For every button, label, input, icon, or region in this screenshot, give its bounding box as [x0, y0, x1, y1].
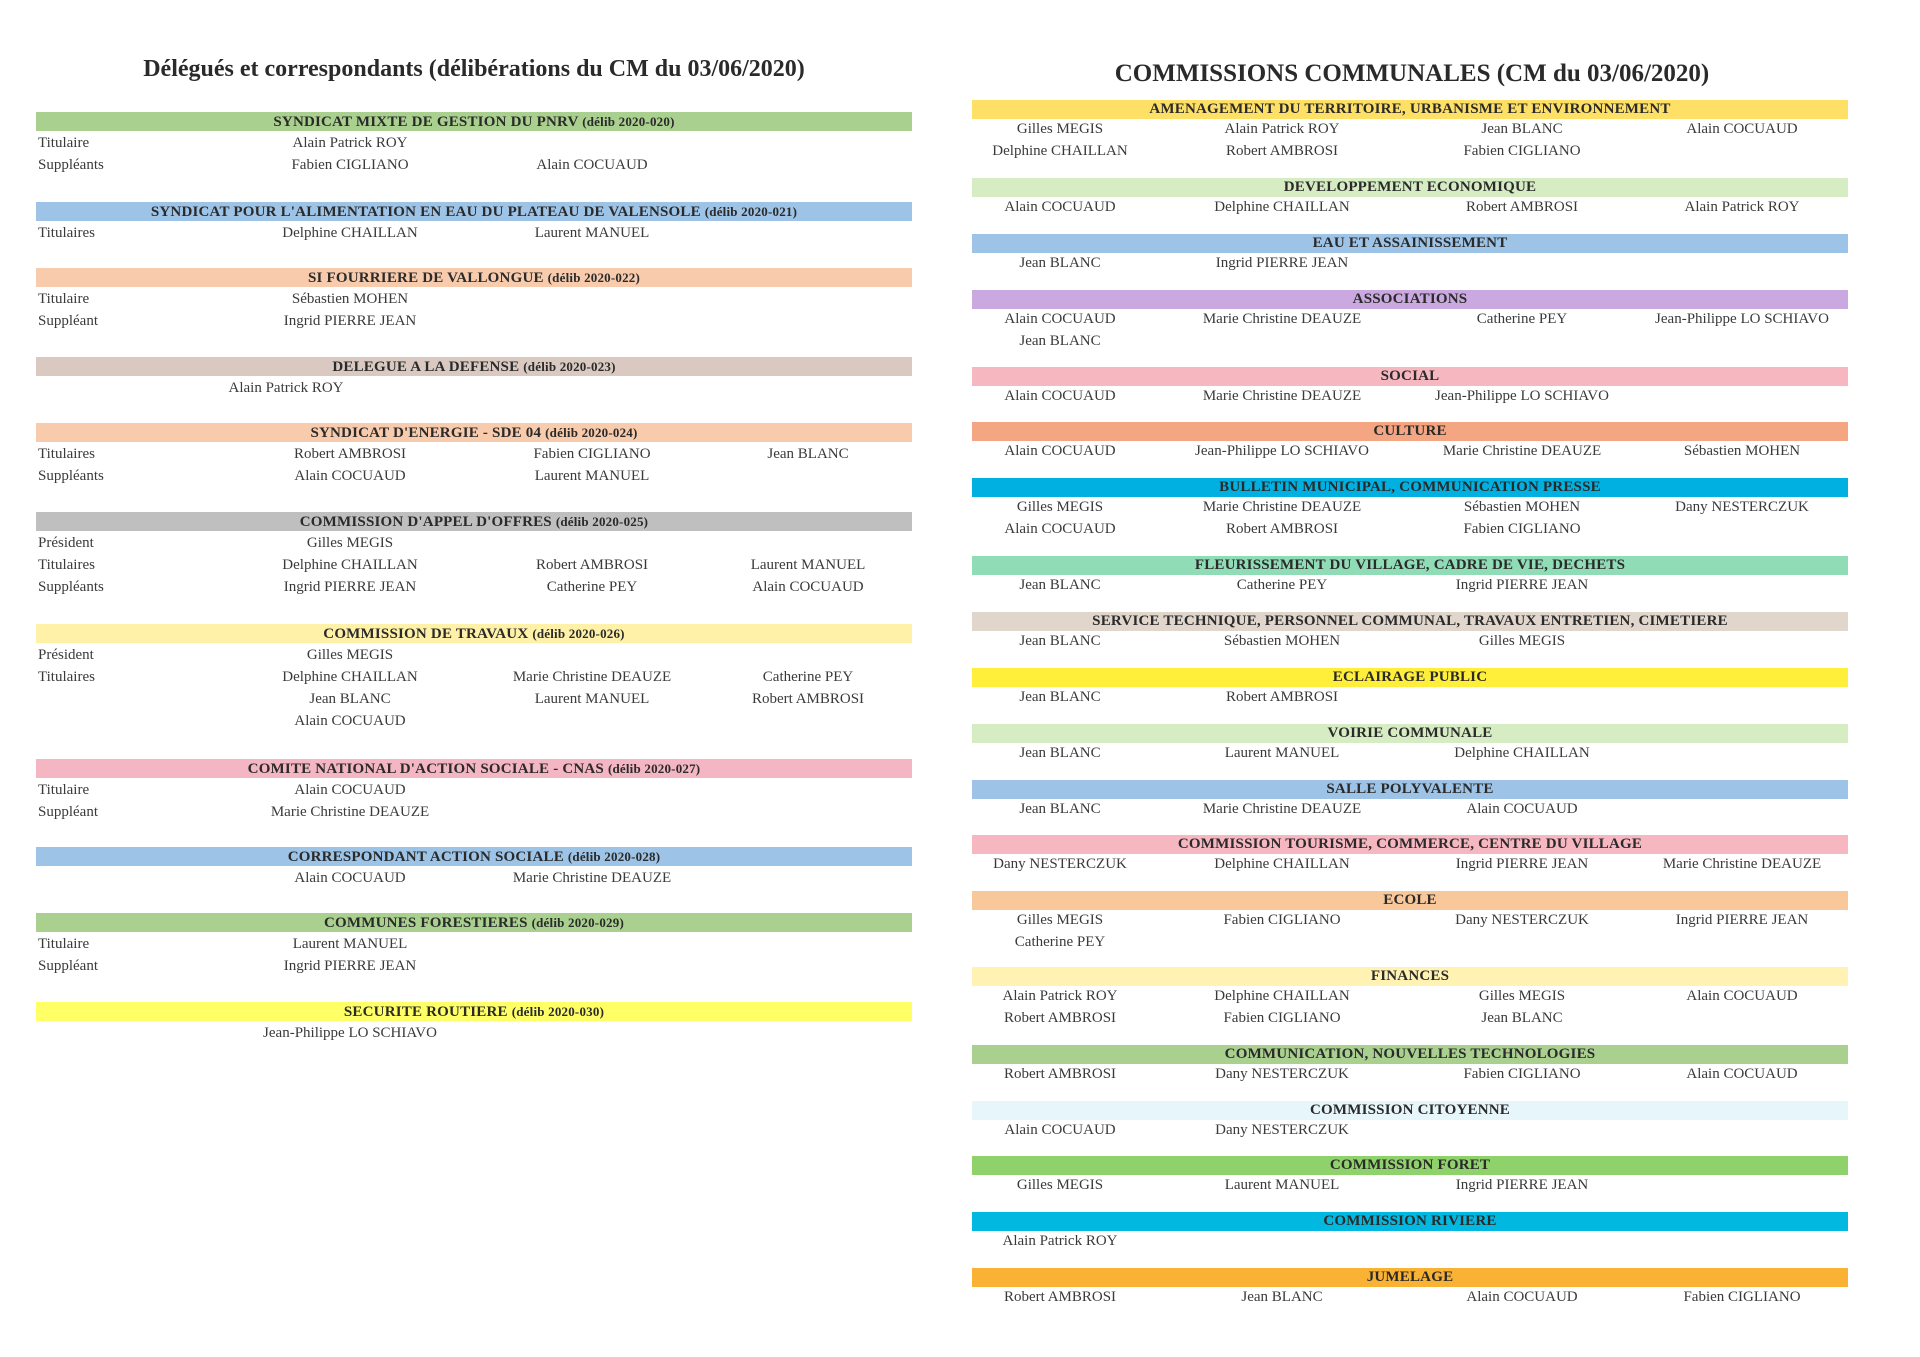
member-name: Jean BLANC [1019, 745, 1101, 761]
role-label: Président [38, 647, 94, 663]
member-name: Marie Christine DEAUZE [1202, 311, 1362, 327]
member-name: Delphine CHAILLAN [1214, 199, 1350, 215]
member-name: Jean-Philippe LO SCHIAVO [1655, 311, 1829, 327]
commission-bar: JUMELAGE [972, 1268, 1848, 1287]
member-name: Ingrid PIERRE JEAN [283, 313, 417, 329]
delib-reference: (délib 2020-030) [511, 1004, 605, 1019]
member-name: Fabien CIGLIANO [1463, 143, 1581, 159]
commission-bar: COMMISSION CITOYENNE [972, 1101, 1848, 1120]
role-label: Titulaires [38, 669, 95, 685]
member-name: Jean BLANC [1019, 333, 1101, 349]
role-label: Titulaire [38, 135, 90, 151]
delib-reference: (délib 2020-027) [607, 761, 701, 776]
commission-bar: SALLE POLYVALENTE [972, 780, 1848, 799]
member-name: Robert AMBROSI [1003, 1010, 1117, 1026]
member-name: Alain Patrick ROY [1224, 121, 1340, 137]
member-name: Marie Christine DEAUZE [270, 804, 430, 820]
member-name: Robert AMBROSI [1465, 199, 1579, 215]
commission-bar: FINANCES [972, 967, 1848, 986]
member-name: Gilles MEGIS [1016, 912, 1104, 928]
member-name: Alain COCUAUD [1004, 311, 1116, 327]
member-name: Laurent MANUEL [750, 557, 866, 573]
section-title: SI FOURRIERE DE VALLONGUE [307, 270, 544, 286]
role-label: Titulaire [38, 936, 90, 952]
left-section-bar [36, 357, 912, 376]
commission-bar: COMMISSION RIVIERE [972, 1212, 1848, 1231]
member-name: Alain Patrick ROY [292, 135, 408, 151]
left-section-bar [36, 512, 912, 531]
member-name: Alain COCUAUD [1004, 521, 1116, 537]
member-name: Jean BLANC [1481, 1010, 1563, 1026]
member-name: Sébastien MOHEN [291, 291, 409, 307]
member-name: Gilles MEGIS [1478, 988, 1566, 1004]
member-name: Dany NESTERCZUK [1215, 1122, 1349, 1138]
member-name: Alain COCUAUD [1466, 1289, 1578, 1305]
member-name: Alain COCUAUD [1004, 443, 1116, 459]
commission-bar: DEVELOPPEMENT ECONOMIQUE [972, 178, 1848, 197]
member-name: Alain COCUAUD [294, 713, 406, 729]
commission-bar: COMMISSION FORET [972, 1156, 1848, 1175]
left-section-bar [36, 202, 912, 221]
member-name: Dany NESTERCZUK [1215, 1066, 1349, 1082]
section-title: COMITE NATIONAL D'ACTION SOCIALE - CNAS [247, 761, 604, 777]
role-label: Titulaires [38, 225, 95, 241]
role-label: Suppléants [38, 157, 104, 173]
member-name: Laurent MANUEL [1224, 745, 1340, 761]
delib-reference: (délib 2020-025) [555, 514, 649, 529]
member-name: Jean BLANC [1019, 255, 1101, 271]
member-name: Laurent MANUEL [534, 468, 650, 484]
role-label: Suppléants [38, 468, 104, 484]
member-name: Marie Christine DEAUZE [1202, 388, 1362, 404]
member-name: Alain COCUAUD [1686, 1066, 1798, 1082]
member-name: Gilles MEGIS [306, 647, 394, 663]
member-name: Robert AMBROSI [1225, 689, 1339, 705]
member-name: Laurent MANUEL [1224, 1177, 1340, 1193]
member-name: Alain COCUAUD [752, 579, 864, 595]
member-name: Gilles MEGIS [1478, 633, 1566, 649]
commission-bar: BULLETIN MUNICIPAL, COMMUNICATION PRESSE [972, 478, 1848, 497]
member-name: Delphine CHAILLAN [282, 557, 418, 573]
commission-bar: COMMUNICATION, NOUVELLES TECHNOLOGIES [972, 1045, 1848, 1064]
delib-reference: (délib 2020-029) [531, 915, 624, 930]
role-label: Suppléant [38, 958, 98, 974]
commission-bar: COMMISSION TOURISME, COMMERCE, CENTRE DU VILLAGE [972, 835, 1848, 854]
delib-reference: (délib 2020-020) [582, 114, 675, 129]
member-name: Jean BLANC [309, 691, 391, 707]
commission-bar: ECLAIRAGE PUBLIC [972, 668, 1848, 687]
member-name: Fabien CIGLIANO [291, 157, 409, 173]
member-name: Alain COCUAUD [294, 782, 406, 798]
member-name: Fabien CIGLIANO [533, 446, 651, 462]
role-label: Titulaires [38, 446, 95, 462]
left-section-bar [36, 847, 912, 866]
role-label: Président [38, 535, 94, 551]
member-name: Robert AMBROSI [535, 557, 649, 573]
member-name: Ingrid PIERRE JEAN [1455, 856, 1589, 872]
left-section-bar [36, 913, 912, 932]
member-name: Ingrid PIERRE JEAN [1215, 255, 1349, 271]
member-name: Jean BLANC [1019, 689, 1101, 705]
member-name: Robert AMBROSI [1003, 1289, 1117, 1305]
delib-reference: (délib 2020-022) [547, 270, 641, 285]
delib-reference: (délib 2020-021) [704, 204, 798, 219]
member-name: Delphine CHAILLAN [1454, 745, 1590, 761]
delib-reference: (délib 2020-026) [532, 626, 625, 641]
member-name: Delphine CHAILLAN [282, 669, 418, 685]
section-title: CORRESPONDANT ACTION SOCIALE [287, 849, 564, 865]
member-name: Fabien CIGLIANO [1223, 912, 1341, 928]
left-section-bar [36, 759, 912, 778]
member-name: Ingrid PIERRE JEAN [1455, 1177, 1589, 1193]
member-name: Fabien CIGLIANO [1463, 1066, 1581, 1082]
member-name: Laurent MANUEL [292, 936, 408, 952]
member-name: Alain COCUAUD [1004, 199, 1116, 215]
member-name: Catherine PEY [546, 579, 638, 595]
member-name: Catherine PEY [1236, 577, 1328, 593]
commission-bar: SERVICE TECHNIQUE, PERSONNEL COMMUNAL, TRAVAUX ENTRETIEN, CIMETIERE [972, 612, 1848, 631]
left-section-bar [36, 268, 912, 287]
member-name: Fabien CIGLIANO [1683, 1289, 1801, 1305]
commission-bar: ASSOCIATIONS [972, 290, 1848, 309]
section-title: SYNDICAT D'ENERGIE - SDE 04 [310, 425, 542, 441]
section-title: DELEGUE A LA DEFENSE [332, 359, 520, 375]
member-name: Ingrid PIERRE JEAN [1455, 577, 1589, 593]
member-name: Alain COCUAUD [294, 468, 406, 484]
member-name: Gilles MEGIS [1016, 499, 1104, 515]
role-label: Titulaires [38, 557, 95, 573]
member-name: Alain COCUAUD [1004, 388, 1116, 404]
section-title: COMMISSION D'APPEL D'OFFRES [299, 514, 552, 530]
right-page-title: COMMISSIONS COMMUNALES (CM du 03/06/2020) [1114, 60, 1710, 87]
section-title: SYNDICAT POUR L'ALIMENTATION EN EAU DU PLATEAU DE VALENSOLE [150, 204, 701, 220]
member-name: Robert AMBROSI [751, 691, 865, 707]
member-name: Alain COCUAUD [536, 157, 648, 173]
member-name: Sébastien MOHEN [1683, 443, 1801, 459]
member-name: Alain COCUAUD [1004, 1122, 1116, 1138]
member-name: Alain Patrick ROY [228, 380, 344, 396]
member-name: Marie Christine DEAUZE [1662, 856, 1822, 872]
member-name: Ingrid PIERRE JEAN [283, 579, 417, 595]
role-label: Suppléants [38, 579, 104, 595]
member-name: Ingrid PIERRE JEAN [283, 958, 417, 974]
member-name: Alain COCUAUD [1686, 988, 1798, 1004]
section-title: SYNDICAT MIXTE DE GESTION DU PNRV [273, 114, 579, 130]
member-name: Dany NESTERCZUK [1675, 499, 1809, 515]
member-name: Jean BLANC [1019, 577, 1101, 593]
commission-bar: VOIRIE COMMUNALE [972, 724, 1848, 743]
delib-reference: (délib 2020-028) [567, 849, 661, 864]
left-section-bar [36, 423, 912, 442]
member-name: Dany NESTERCZUK [993, 856, 1127, 872]
commission-bar: CULTURE [972, 422, 1848, 441]
member-name: Catherine PEY [762, 669, 854, 685]
section-title: COMMISSION DE TRAVAUX [323, 626, 529, 642]
delib-reference: (délib 2020-024) [545, 425, 638, 440]
member-name: Laurent MANUEL [534, 691, 650, 707]
member-name: Alain Patrick ROY [1002, 1233, 1118, 1249]
section-title: SECURITE ROUTIERE [343, 1004, 508, 1020]
member-name: Delphine CHAILLAN [1214, 988, 1350, 1004]
member-name: Catherine PEY [1476, 311, 1568, 327]
member-name: Marie Christine DEAUZE [1202, 801, 1362, 817]
member-name: Jean BLANC [1241, 1289, 1323, 1305]
member-name: Marie Christine DEAUZE [512, 669, 672, 685]
member-name: Robert AMBROSI [1225, 521, 1339, 537]
left-section-bar [36, 112, 912, 131]
role-label: Titulaire [38, 291, 90, 307]
commission-bar: EAU ET ASSAINISSEMENT [972, 234, 1848, 253]
member-name: Sébastien MOHEN [1463, 499, 1581, 515]
member-name: Robert AMBROSI [1225, 143, 1339, 159]
member-name: Alain Patrick ROY [1684, 199, 1800, 215]
member-name: Robert AMBROSI [293, 446, 407, 462]
commission-bar: FLEURISSEMENT DU VILLAGE, CADRE DE VIE, DECHETS [972, 556, 1848, 575]
member-name: Fabien CIGLIANO [1463, 521, 1581, 537]
member-name: Marie Christine DEAUZE [1202, 499, 1362, 515]
member-name: Alain COCUAUD [1466, 801, 1578, 817]
member-name: Jean BLANC [1019, 633, 1101, 649]
member-name: Alain COCUAUD [294, 870, 406, 886]
left-section-bar [36, 624, 912, 643]
member-name: Gilles MEGIS [1016, 1177, 1104, 1193]
member-name: Delphine CHAILLAN [282, 225, 418, 241]
member-name: Catherine PEY [1014, 934, 1106, 950]
role-label: Suppléant [38, 804, 98, 820]
member-name: Jean BLANC [1019, 801, 1101, 817]
role-label: Suppléant [38, 313, 98, 329]
member-name: Dany NESTERCZUK [1455, 912, 1589, 928]
role-label: Titulaire [38, 782, 90, 798]
member-name: Jean-Philippe LO SCHIAVO [263, 1025, 437, 1041]
member-name: Jean BLANC [1481, 121, 1563, 137]
member-name: Jean BLANC [767, 446, 849, 462]
member-name: Ingrid PIERRE JEAN [1675, 912, 1809, 928]
member-name: Laurent MANUEL [534, 225, 650, 241]
commission-bar: SOCIAL [972, 367, 1848, 386]
member-name: Jean-Philippe LO SCHIAVO [1195, 443, 1369, 459]
commission-bar: ECOLE [972, 891, 1848, 910]
member-name: Alain COCUAUD [1686, 121, 1798, 137]
member-name: Marie Christine DEAUZE [1442, 443, 1602, 459]
member-name: Gilles MEGIS [306, 535, 394, 551]
member-name: Robert AMBROSI [1003, 1066, 1117, 1082]
member-name: Jean-Philippe LO SCHIAVO [1435, 388, 1609, 404]
commission-bar: AMENAGEMENT DU TERRITOIRE, URBANISME ET ENVIRONNEMENT [972, 100, 1848, 119]
member-name: Delphine CHAILLAN [1214, 856, 1350, 872]
member-name: Delphine CHAILLAN [992, 143, 1128, 159]
member-name: Gilles MEGIS [1016, 121, 1104, 137]
left-page-title: Délégués et correspondants (délibérations du CM du 03/06/2020) [143, 56, 805, 82]
section-title: COMMUNES FORESTIERES [324, 915, 528, 931]
member-name: Alain Patrick ROY [1002, 988, 1118, 1004]
member-name: Fabien CIGLIANO [1223, 1010, 1341, 1026]
left-section-bar [36, 1002, 912, 1021]
delib-reference: (délib 2020-023) [523, 359, 616, 374]
member-name: Sébastien MOHEN [1223, 633, 1341, 649]
member-name: Marie Christine DEAUZE [512, 870, 672, 886]
